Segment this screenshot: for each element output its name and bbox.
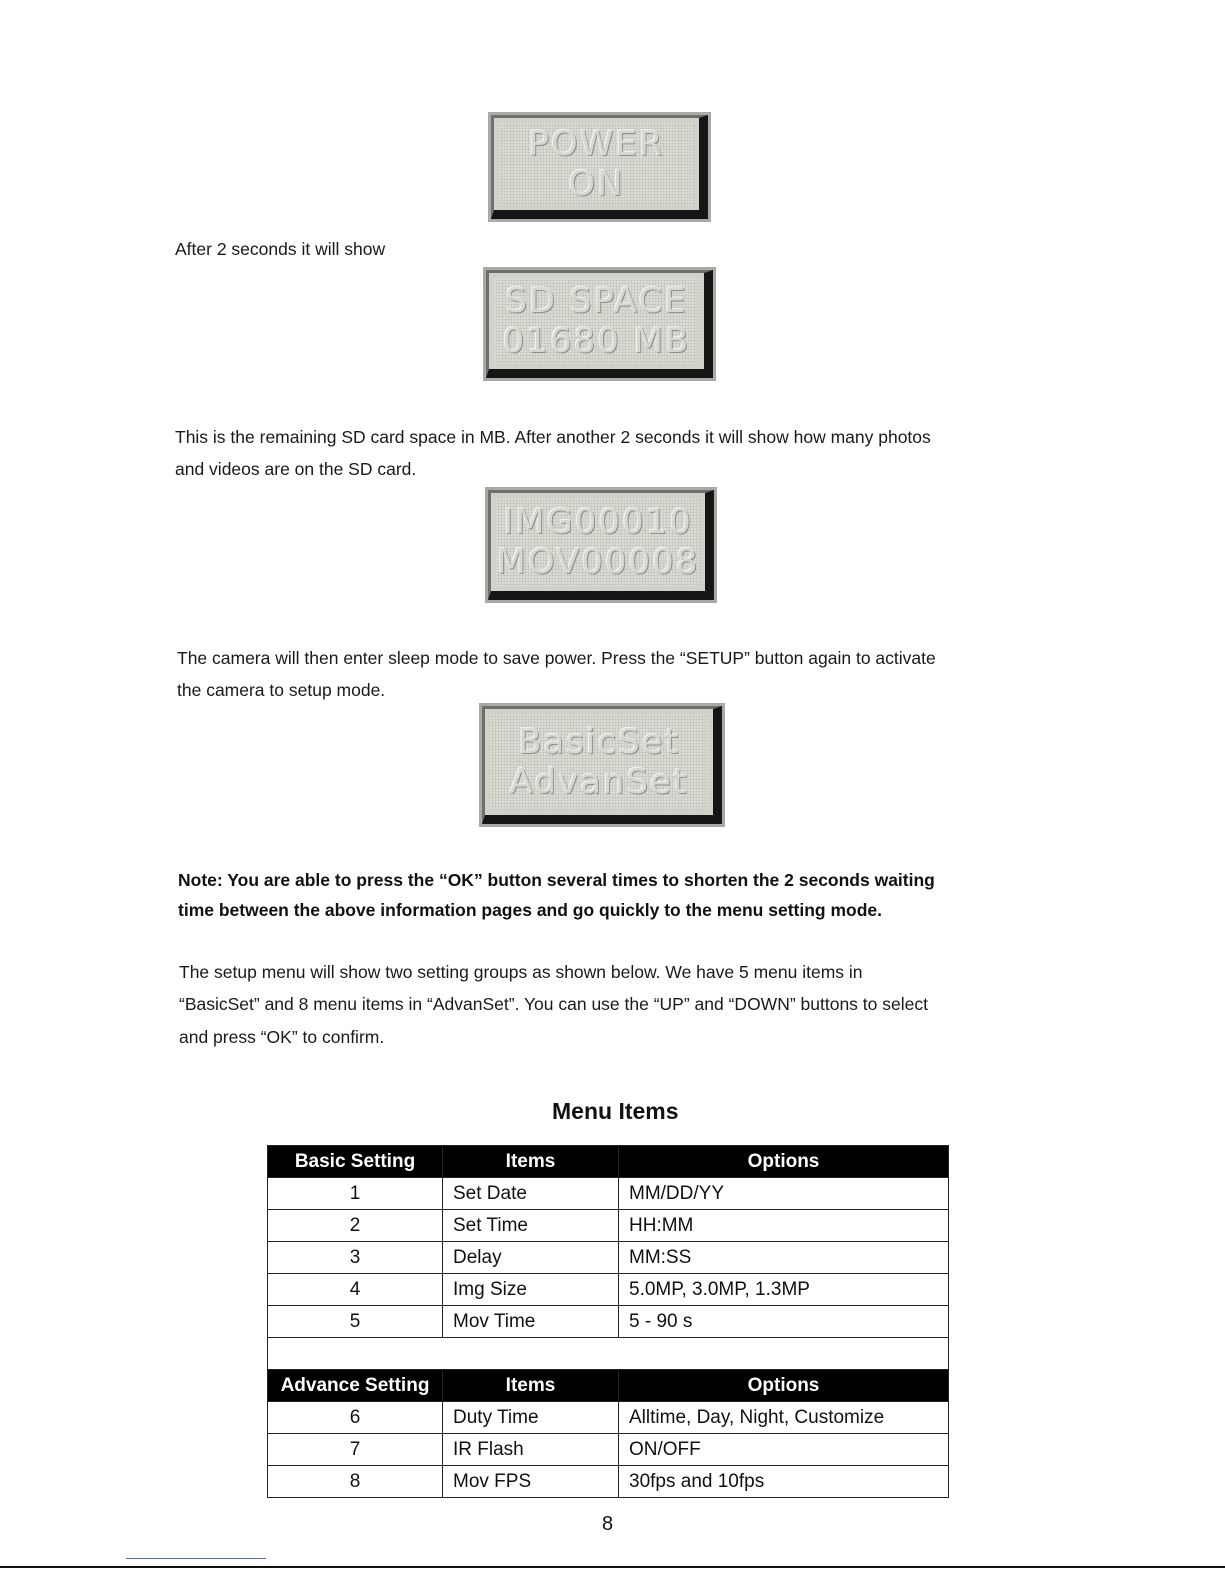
row-number: 2 bbox=[268, 1210, 443, 1242]
row-options: HH:MM bbox=[619, 1210, 949, 1242]
row-item: Set Time bbox=[443, 1210, 619, 1242]
row-options: MM:SS bbox=[619, 1242, 949, 1274]
options-header: Options bbox=[619, 1146, 949, 1178]
table-row bbox=[268, 1306, 949, 1338]
lcd-line-2: ON bbox=[568, 164, 625, 204]
lcd-setup-menu bbox=[482, 706, 722, 824]
row-item: Set Date bbox=[443, 1178, 619, 1210]
remaining-space-line-2: and videos are on the SD card. bbox=[175, 459, 417, 479]
lcd-power-on bbox=[491, 115, 708, 219]
items-header: Items bbox=[443, 1370, 619, 1402]
row-number: 6 bbox=[268, 1402, 443, 1434]
note-line-2: time between the above information pages and go quickly to the menu setting mode. bbox=[178, 900, 882, 920]
footer-rule bbox=[0, 1566, 1225, 1568]
basic-header-row bbox=[268, 1146, 949, 1178]
menu-intro-line-2: “BasicSet” and 8 menu items in “AdvanSet”. You can use the “UP” and “DOWN” buttons to select bbox=[179, 994, 928, 1014]
items-header: Items bbox=[443, 1146, 619, 1178]
sleep-mode-line-1: The camera will then enter sleep mode to save power. Press the “SETUP” button again to activate bbox=[177, 648, 936, 668]
remaining-space-line-1: This is the remaining SD card space in MB. After another 2 seconds it will show how many photos bbox=[175, 427, 931, 447]
basic-setting-header: Basic Setting bbox=[268, 1146, 443, 1178]
row-number: 8 bbox=[268, 1466, 443, 1498]
lcd-line-1: BasicSet bbox=[518, 722, 680, 762]
menu-intro-line-3: and press “OK” to confirm. bbox=[179, 1027, 385, 1047]
row-number: 7 bbox=[268, 1434, 443, 1466]
advance-setting-header: Advance Setting bbox=[268, 1370, 443, 1402]
row-item: Mov Time bbox=[443, 1306, 619, 1338]
row-item: Mov FPS bbox=[443, 1466, 619, 1498]
row-item: Duty Time bbox=[443, 1402, 619, 1434]
row-item: Img Size bbox=[443, 1274, 619, 1306]
row-options: ON/OFF bbox=[619, 1434, 949, 1466]
lcd-line-2: MOV00008 bbox=[496, 542, 700, 582]
row-item: IR Flash bbox=[443, 1434, 619, 1466]
row-number: 3 bbox=[268, 1242, 443, 1274]
note-line-1: Note: You are able to press the “OK” button several times to shorten the 2 seconds waiting bbox=[178, 870, 935, 890]
row-options: MM/DD/YY bbox=[619, 1178, 949, 1210]
table-row bbox=[268, 1466, 949, 1498]
sleep-mode-line-2: the camera to setup mode. bbox=[177, 680, 386, 700]
table-row bbox=[268, 1434, 949, 1466]
lcd-line-2: AdvanSet bbox=[509, 762, 689, 802]
row-options: 30fps and 10fps bbox=[619, 1466, 949, 1498]
row-number: 5 bbox=[268, 1306, 443, 1338]
row-options: 5 - 90 s bbox=[619, 1306, 949, 1338]
row-options: 5.0MP, 3.0MP, 1.3MP bbox=[619, 1274, 949, 1306]
lcd-line-1: POWER bbox=[528, 124, 665, 164]
lcd-line-1: IMG00010 bbox=[503, 502, 693, 542]
lcd-file-count bbox=[488, 490, 714, 600]
table-row bbox=[268, 1242, 949, 1274]
footer-link-underline bbox=[126, 1558, 266, 1559]
lcd-sd-space bbox=[486, 270, 713, 378]
menu-items-title: Menu Items bbox=[552, 1098, 679, 1124]
menu-intro-line-1: The setup menu will show two setting groups as shown below. We have 5 menu items in bbox=[179, 962, 863, 982]
spacer-cell bbox=[268, 1338, 949, 1370]
after-2-seconds-text: After 2 seconds it will show bbox=[175, 239, 386, 259]
options-header: Options bbox=[619, 1370, 949, 1402]
table-row bbox=[268, 1178, 949, 1210]
lcd-line-1: SD SPACE bbox=[505, 281, 688, 321]
advance-header-row bbox=[268, 1370, 949, 1402]
table-row bbox=[268, 1274, 949, 1306]
page-number: 8 bbox=[602, 1513, 614, 1535]
row-item: Delay bbox=[443, 1242, 619, 1274]
row-options: Alltime, Day, Night, Customize bbox=[619, 1402, 949, 1434]
lcd-line-2: 01680 MB bbox=[502, 321, 691, 361]
table-row bbox=[268, 1402, 949, 1434]
row-number: 1 bbox=[268, 1178, 443, 1210]
table-row bbox=[268, 1210, 949, 1242]
menu-items-table bbox=[267, 1145, 949, 1498]
table-spacer-row bbox=[268, 1338, 949, 1370]
row-number: 4 bbox=[268, 1274, 443, 1306]
